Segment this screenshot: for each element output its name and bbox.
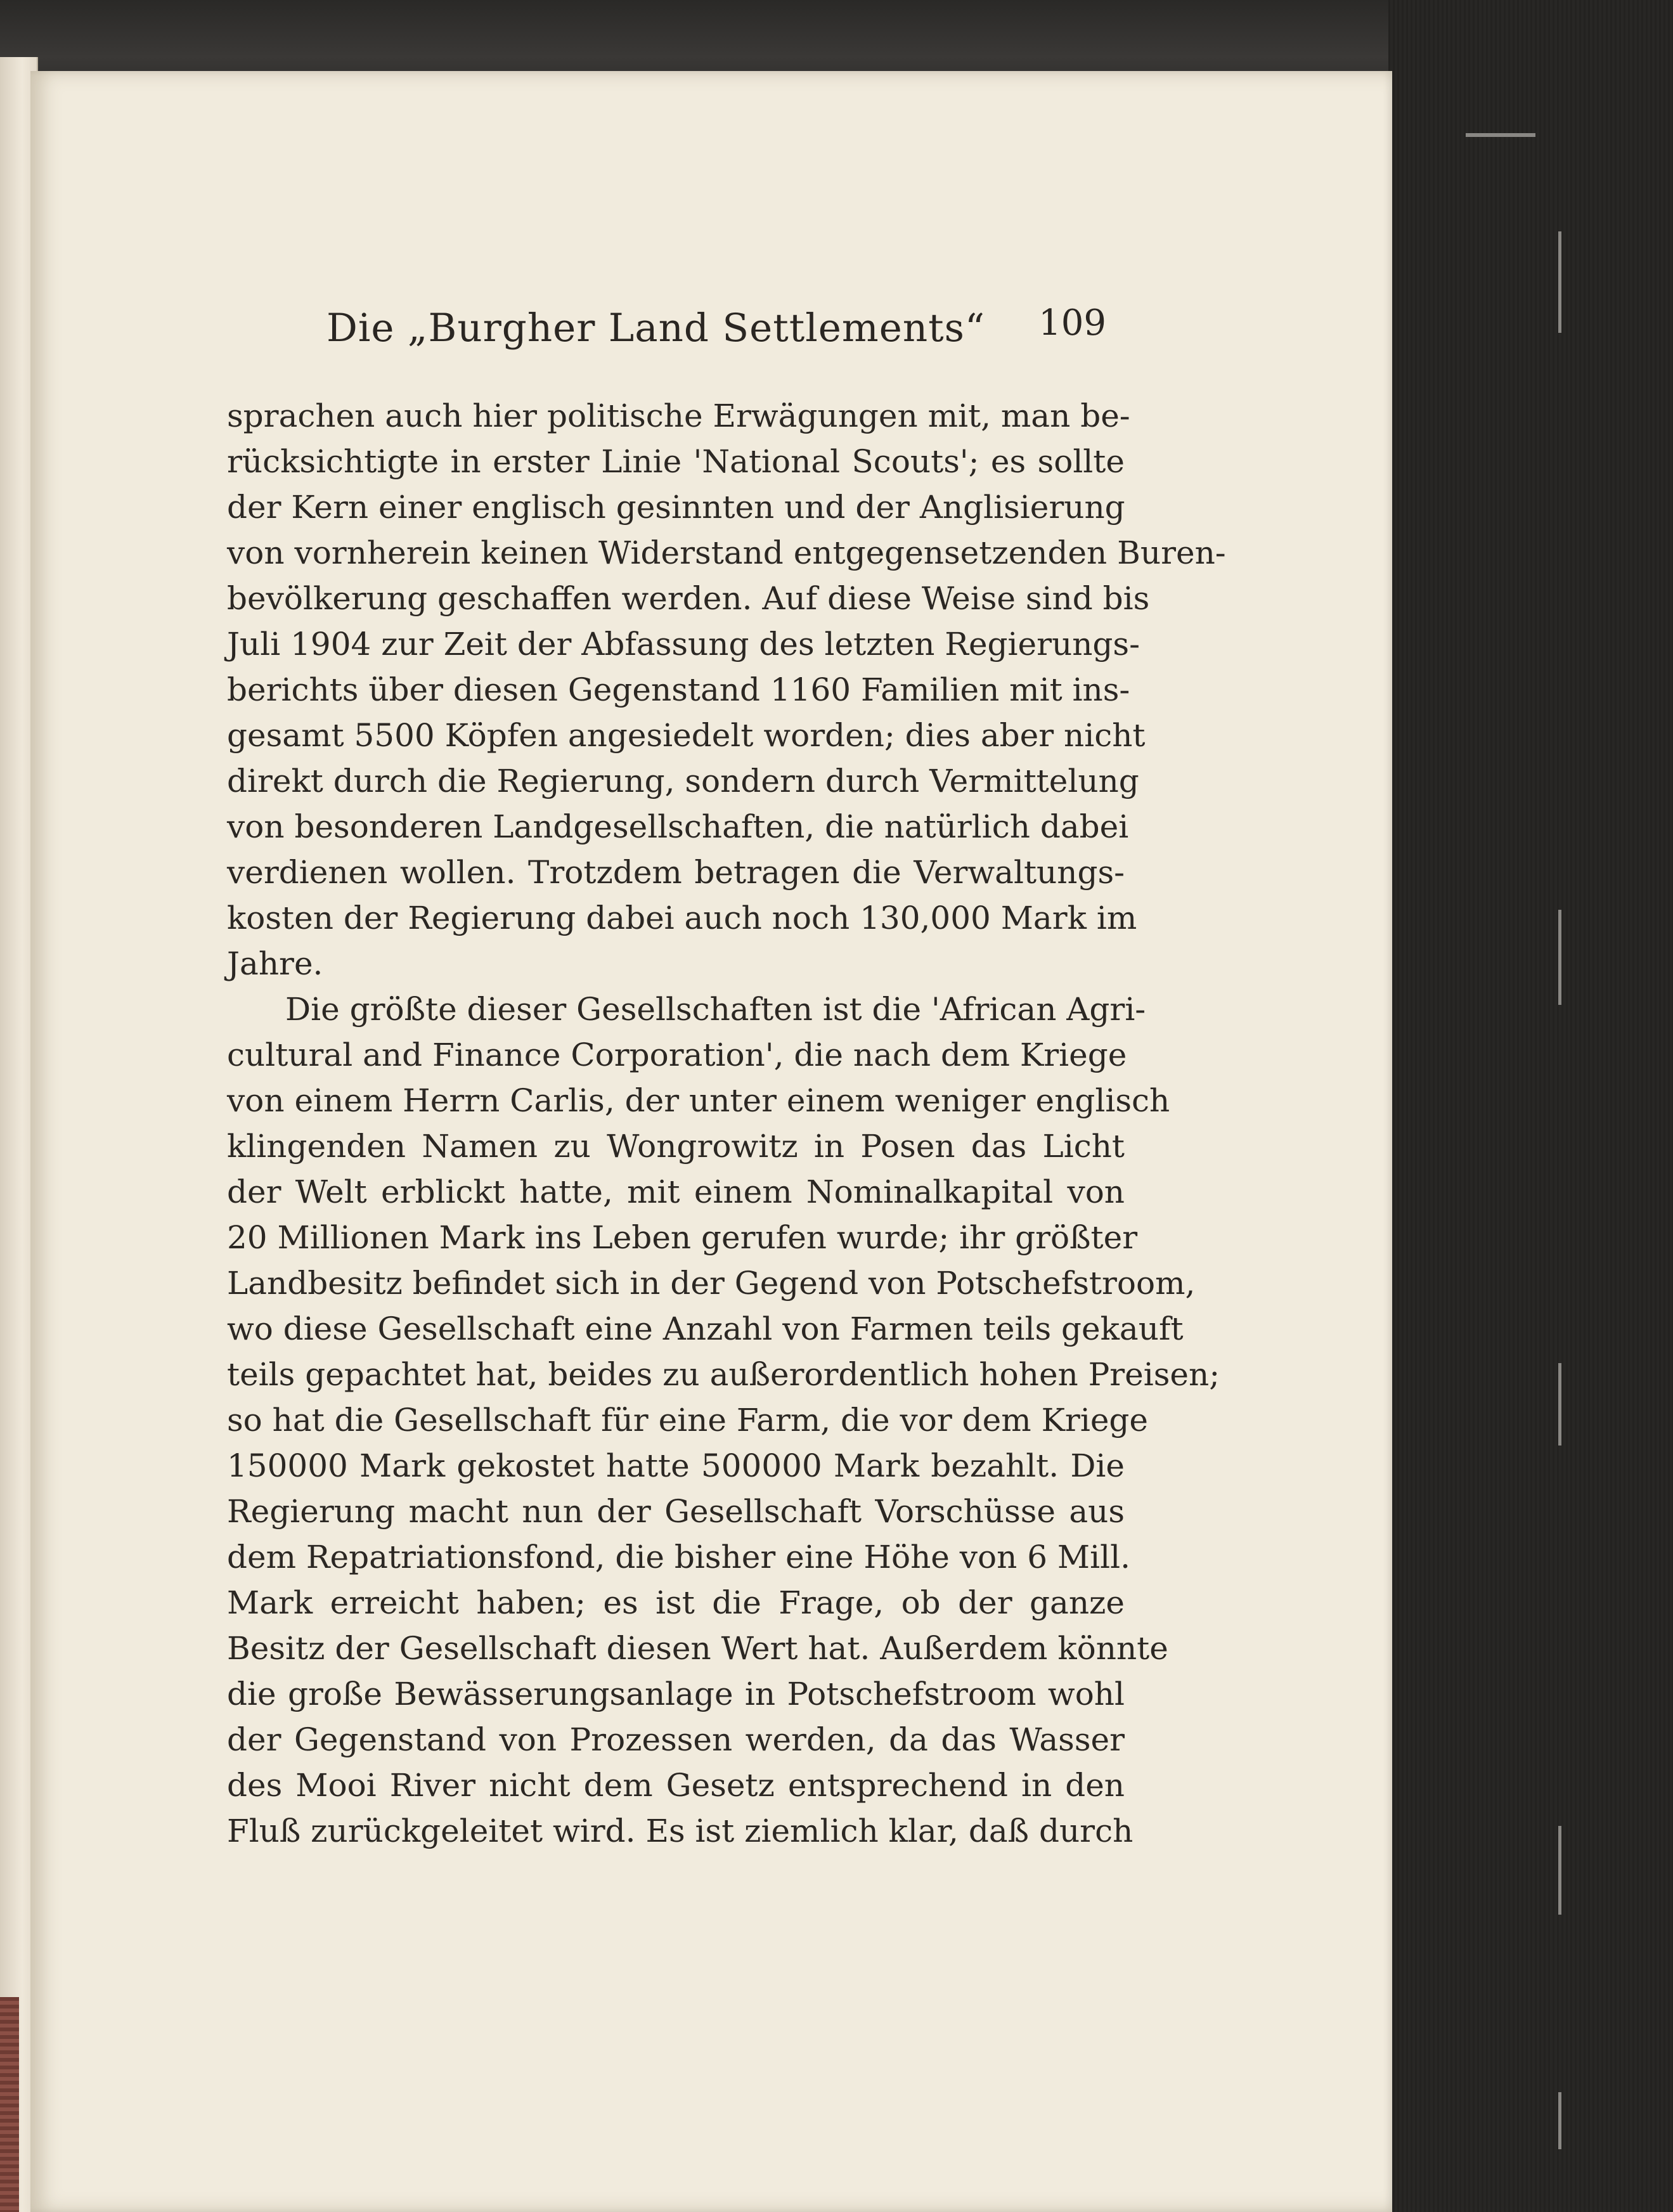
text-line: kosten der Regierung dabei auch noch 130,000 Mark im <box>227 900 1137 936</box>
text-line: Jahre. <box>227 945 323 982</box>
ruler-tick <box>1466 133 1535 137</box>
text-line: gesamt 5500 Köpfen angesiedelt worden; dies aber nicht <box>227 717 1146 754</box>
body-text <box>227 393 1226 1854</box>
ruler-tick <box>1558 1363 1561 1446</box>
ruler-tick <box>1558 231 1561 333</box>
text-line: die große Bewässerungsanlage in Potschefstroom wohl <box>227 1676 1125 1712</box>
text-line: teils gepachtet hat, beides zu außerordentlich hohen Preisen; <box>227 1356 1220 1393</box>
text-line: 20 Millionen Mark ins Leben gerufen wurde; ihr größter <box>227 1219 1138 1256</box>
text-line: von einem Herrn Carlis, der unter einem weniger englisch <box>227 1082 1170 1119</box>
ruler-tick <box>1558 1826 1561 1915</box>
text-line: direkt durch die Regierung, sondern durch Vermittelung <box>227 763 1139 799</box>
text-line: so hat die Gesellschaft für eine Farm, die vor dem Kriege <box>227 1402 1149 1439</box>
ruler-tick <box>1558 910 1561 1005</box>
text-line: Landbesitz befindet sich in der Gegend von Potschefstroom, <box>227 1265 1196 1302</box>
text-line: Die größte dieser Gesellschaften ist die 'African Agri- <box>285 991 1146 1028</box>
text-line: des Mooi River nicht dem Gesetz entsprechend in den <box>227 1767 1125 1804</box>
text-line: 150000 Mark gekostet hatte 500000 Mark bezahlt. Die <box>227 1447 1125 1484</box>
text-line: Mark erreicht haben; es ist die Frage, ob der ganze <box>227 1584 1125 1621</box>
text-line: wo diese Gesellschaft eine Anzahl von Farmen teils gekauft <box>227 1310 1184 1347</box>
book-spine-edge <box>0 1997 19 2212</box>
ruler-tick <box>1558 2092 1561 2149</box>
text-line: bevölkerung geschaffen werden. Auf diese Weise sind bis <box>227 580 1150 617</box>
page-number: 109 <box>1038 302 1106 344</box>
text-line: der Welt erblickt hatte, mit einem Nominalkapital von <box>227 1174 1125 1210</box>
text-line: von vornherein keinen Widerstand entgegensetzenden Buren- <box>227 534 1226 571</box>
text-line: dem Repatriationsfond, die bisher eine Höhe von 6 Mill. <box>227 1539 1130 1575</box>
text-line: berichts über diesen Gegenstand 1160 Familien mit ins- <box>227 671 1130 708</box>
text-line: rücksichtigte in erster Linie 'National Scouts'; es sollte <box>227 443 1125 480</box>
text-line: Regierung macht nun der Gesellschaft Vorschüsse aus <box>227 1493 1125 1530</box>
book-cover-board-right <box>1388 0 1673 2212</box>
text-line: der Kern einer englisch gesinnten und der Anglisierung <box>227 489 1125 526</box>
text-line: Fluß zurückgeleitet wird. Es ist ziemlich klar, daß durch <box>227 1813 1134 1849</box>
text-line: Juli 1904 zur Zeit der Abfassung des letzten Regierungs- <box>227 626 1140 663</box>
text-line: cultural and Finance Corporation', die nach dem Kriege <box>227 1037 1127 1073</box>
text-line: von besonderen Landgesellschaften, die natürlich dabei <box>227 808 1129 845</box>
text-line: klingenden Namen zu Wongrowitz in Posen das Licht <box>227 1128 1125 1165</box>
text-line: Besitz der Gesellschaft diesen Wert hat. Außerdem könnte <box>227 1630 1168 1667</box>
running-head-title: Die „Burgher Land Settlements“ <box>326 306 986 351</box>
running-head <box>326 297 1106 360</box>
text-line: sprachen auch hier politische Erwägungen mit, man be- <box>227 398 1130 434</box>
text-line: verdienen wollen. Trotzdem betragen die Verwaltungs- <box>227 854 1125 891</box>
text-line: der Gegenstand von Prozessen werden, da das Wasser <box>227 1721 1125 1758</box>
